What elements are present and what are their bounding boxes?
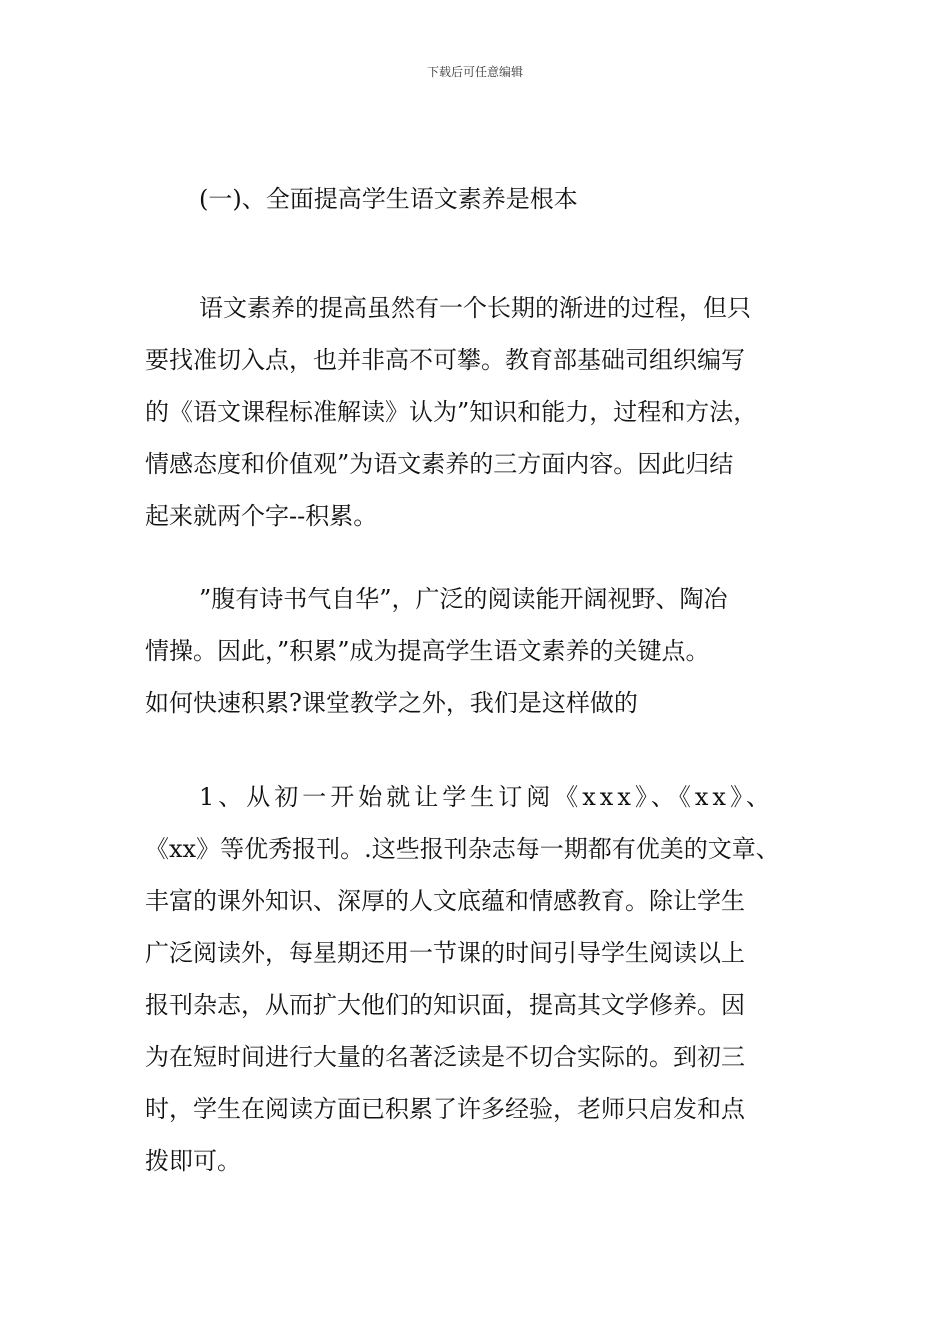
page-header: 下载后可任意编辑 bbox=[426, 65, 523, 79]
paragraph-line: 丰富的课外知识、深厚的人文底蕴和情感教育。除让学生 bbox=[145, 887, 745, 915]
paragraph-line: 起来就两个字--积累。 bbox=[145, 502, 378, 530]
paragraph-line: 语文素养的提高虽然有一个长期的渐进的过程，但只 bbox=[199, 294, 751, 322]
paragraph-line: ”腹有诗书气自华”，广泛的阅读能开阔视野、陶冶 bbox=[199, 585, 728, 613]
paragraph-line: 情感态度和价值观”为语文素养的三方面内容。因此归结 bbox=[145, 450, 734, 478]
paragraph-line: 为在短时间进行大量的名著泛读是不切合实际的。到初三 bbox=[145, 1043, 745, 1071]
paragraph-method-one bbox=[145, 771, 815, 1187]
paragraph-line: 报刊杂志，从而扩大他们的知识面，提高其文学修养。因 bbox=[145, 991, 745, 1019]
section-heading: (一)、全面提高学生语文素养是根本 bbox=[199, 185, 578, 213]
paragraph-accumulation-intro bbox=[145, 282, 815, 542]
paragraph-line: 要找准切入点，也并非高不可攀。教育部基础司组织编写 bbox=[145, 346, 745, 374]
paragraph-line: 情操。因此，”积累”成为提高学生语文素养的关键点。 bbox=[145, 637, 710, 665]
paragraph-line: 如何快速积累?课堂教学之外，我们是这样做的 bbox=[145, 689, 638, 717]
paragraph-line: 《xx》等优秀报刊。.这些报刊杂志每一期都有优美的文章、 bbox=[145, 835, 780, 863]
paragraph-line: 1、从初一开始就让学生订阅《xxx》、《xx》、 bbox=[199, 783, 774, 811]
paragraph-line: 的《语文课程标准解读》认为”知识和能力，过程和方法， bbox=[145, 398, 758, 426]
paragraph-line: 时，学生在阅读方面已积累了许多经验，老师只启发和点 bbox=[145, 1095, 745, 1123]
paragraph-reading bbox=[145, 573, 815, 729]
paragraph-line: 广泛阅读外，每星期还用一节课的时间引导学生阅读以上 bbox=[145, 939, 745, 967]
paragraph-line: 拨即可。 bbox=[145, 1147, 241, 1175]
